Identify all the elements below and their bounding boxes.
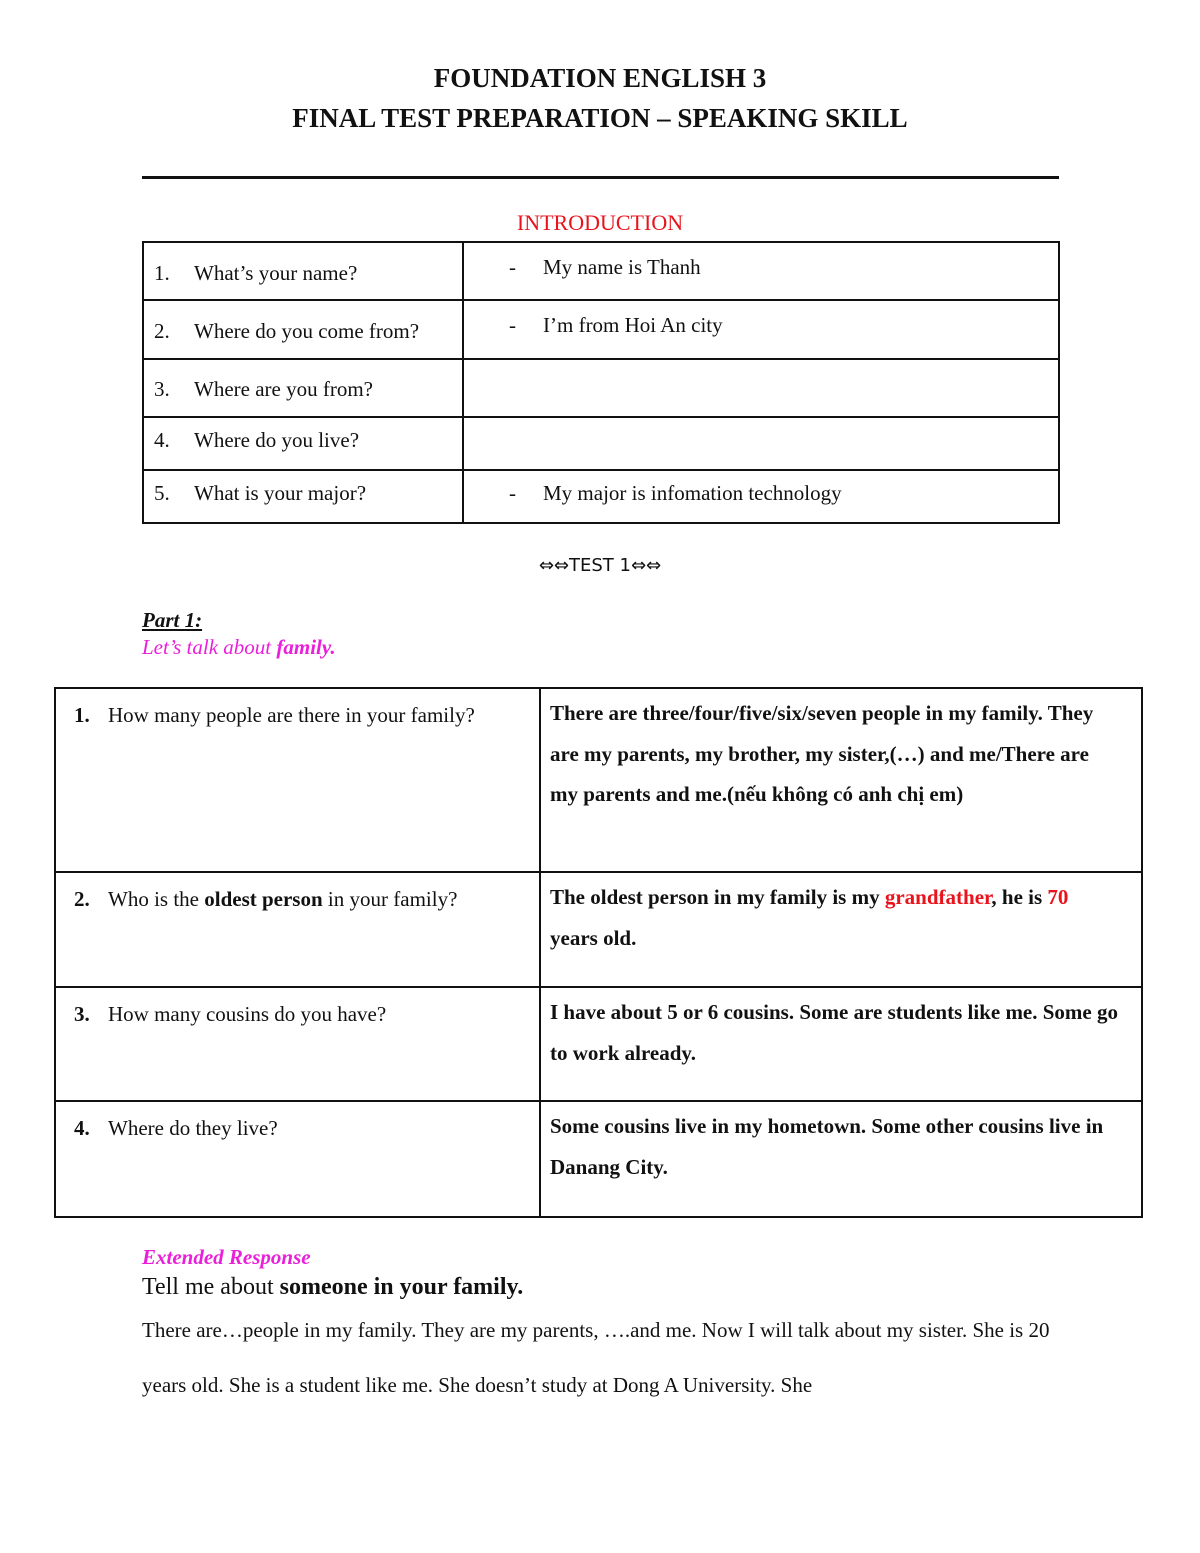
row-number: 2. xyxy=(74,887,90,911)
answer-highlight: grandfather xyxy=(884,885,992,909)
part1-answer: I have about 5 or 6 cousins. Some are students like me. Some go to work already. xyxy=(550,1000,1118,1065)
part1-table xyxy=(54,687,1143,1218)
row-number: 1. xyxy=(154,261,170,285)
row-number: 5. xyxy=(154,481,170,505)
question-keyword: oldest person xyxy=(204,887,323,911)
intro-question: Where do you come from? xyxy=(194,319,420,343)
table-row xyxy=(55,688,1142,872)
title-divider xyxy=(142,176,1059,179)
extended-response-label: Extended Response xyxy=(142,1245,311,1269)
prompt-keyword: someone in your family. xyxy=(279,1274,524,1300)
table-row xyxy=(143,242,1059,300)
intro-answer: My name is Thanh xyxy=(543,255,701,279)
introduction-heading: INTRODUCTION xyxy=(516,210,684,235)
row-number: 2. xyxy=(154,319,170,343)
test-heading: ⇔⇔TEST 1⇔⇔ xyxy=(538,555,662,576)
part1-answer: There are three/four/five/six/seven people in my family. They are my parents, my brother, my sister,(…) and me/There are my parents and me.(nếu không có anh chị em) xyxy=(550,701,1094,806)
part1-question xyxy=(108,703,475,728)
topic-line xyxy=(142,635,336,660)
part1-answer: Some cousins live in my hometown. Some other cousins live in Danang City. xyxy=(550,1114,1104,1179)
answer-highlight: 70 xyxy=(1047,885,1069,909)
intro-question: What’s your name? xyxy=(194,261,358,285)
part1-question xyxy=(108,887,457,912)
introduction-table xyxy=(142,241,1060,524)
extended-paragraph: There are…people in my family. They are my parents, ….and me. Now I will talk about my sister. She is 20 years old. She is a student like me. She doesn’t study at Dong A University. She xyxy=(142,1318,1050,1397)
bullet-dash: - xyxy=(509,481,516,505)
intro-answer: I’m from Hoi An city xyxy=(543,313,723,337)
row-number: 4. xyxy=(74,1116,90,1140)
part1-answer xyxy=(541,863,1141,958)
question-text: in your family? xyxy=(322,887,458,911)
row-number: 3. xyxy=(154,377,170,401)
bullet-dash: - xyxy=(509,255,516,279)
question-text: How many cousins do you have? xyxy=(108,1002,387,1026)
question-text: Who is the xyxy=(108,887,205,911)
table-row xyxy=(55,987,1142,1101)
answer-text: The oldest person in my family is my xyxy=(550,885,885,909)
answer-text: , he is xyxy=(991,885,1048,909)
table-row xyxy=(55,872,1142,987)
intro-answer: My major is infomation technology xyxy=(543,481,842,505)
question-text: How many people are there in your family? xyxy=(108,703,475,727)
table-row xyxy=(55,1101,1142,1217)
answer-text: years old. xyxy=(550,925,637,950)
row-number: 1. xyxy=(74,703,90,727)
part-label: Part 1: xyxy=(142,608,203,632)
row-number: 3. xyxy=(74,1002,90,1026)
extended-prompt xyxy=(142,1274,523,1301)
intro-question: Where do you live? xyxy=(194,428,360,452)
row-number: 4. xyxy=(154,428,170,452)
intro-question: Where are you from? xyxy=(194,377,373,401)
question-text: Where do they live? xyxy=(108,1116,278,1140)
document-subtitle: FINAL TEST PREPARATION – SPEAKING SKILL xyxy=(292,103,908,133)
table-row xyxy=(143,359,1059,417)
prompt-text: Tell me about xyxy=(142,1274,280,1300)
document-title: FOUNDATION ENGLISH 3 xyxy=(433,63,767,93)
topic-prefix: Let’s talk about xyxy=(142,635,277,659)
intro-question: What is your major? xyxy=(194,481,367,505)
bullet-dash: - xyxy=(509,313,516,337)
table-row xyxy=(143,300,1059,359)
table-row xyxy=(143,470,1059,523)
table-row xyxy=(143,417,1059,470)
topic-keyword: family. xyxy=(276,635,336,659)
